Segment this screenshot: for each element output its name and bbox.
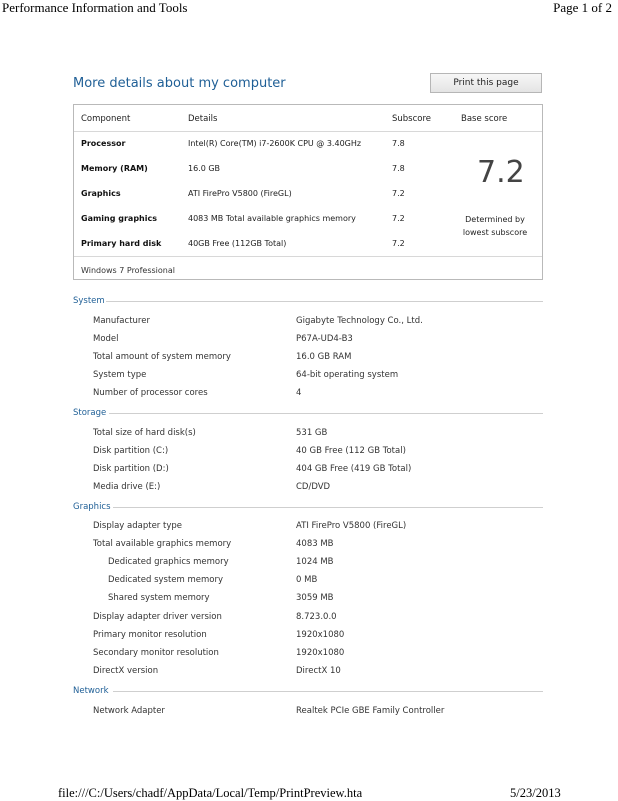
detail-value: 1920x1080 <box>296 630 345 640</box>
score-row-graphics <box>74 189 542 209</box>
section-divider <box>109 413 543 414</box>
score-row-component: Processor <box>81 139 126 148</box>
detail-value: 531 GB <box>296 428 328 438</box>
detail-label: Dedicated graphics memory <box>108 557 229 567</box>
detail-value: 1920x1080 <box>296 648 345 658</box>
detail-value: DirectX 10 <box>296 666 341 676</box>
section-title: Graphics <box>73 502 111 512</box>
section-title: Network <box>73 686 109 696</box>
detail-label: Model <box>93 334 119 344</box>
score-row-details: 16.0 GB <box>188 164 221 173</box>
detail-label: Total size of hard disk(s) <box>93 428 196 438</box>
score-row-subscore: 7.2 <box>392 189 405 198</box>
detail-label: Manufacturer <box>93 316 150 326</box>
section-divider <box>106 301 543 302</box>
detail-label: Media drive (E:) <box>93 482 161 492</box>
detail-label: Network Adapter <box>93 706 165 716</box>
detail-value: Realtek PCIe GBE Family Controller <box>296 706 445 716</box>
detail-value: Gigabyte Technology Co., Ltd. <box>296 316 423 326</box>
detail-label: Dedicated system memory <box>108 575 224 585</box>
section-graphics <box>73 502 543 514</box>
print-footer-date: 5/23/2013 <box>510 786 561 800</box>
detail-value: CD/DVD <box>296 482 331 492</box>
detail-value: ATI FirePro V5800 (FireGL) <box>296 521 407 531</box>
detail-label: Display adapter type <box>93 521 182 531</box>
detail-value: 3059 MB <box>296 593 334 603</box>
detail-value: 1024 MB <box>296 557 334 567</box>
print-header-title: Performance Information and Tools <box>2 0 188 15</box>
section-title: Storage <box>73 408 107 418</box>
detail-value: 16.0 GB RAM <box>296 352 352 362</box>
score-row-details: ATI FirePro V5800 (FireGL) <box>188 189 292 198</box>
page-title: More details about my computer <box>73 76 286 91</box>
section-system <box>73 296 543 308</box>
score-row-component: Memory (RAM) <box>81 164 148 173</box>
print-footer-path: file:///C:/Users/chadf/AppData/Local/Temp/PrintPreview.hta <box>58 786 363 800</box>
header-details: Details <box>188 114 218 124</box>
detail-value: 64-bit operating system <box>296 370 399 380</box>
section-network <box>73 686 543 698</box>
detail-label: Total amount of system memory <box>93 352 231 362</box>
section-storage <box>73 408 543 420</box>
detail-value: 4083 MB <box>296 539 334 549</box>
score-row-subscore: 7.8 <box>392 164 405 173</box>
score-table-header <box>74 105 542 132</box>
detail-label: Display adapter driver version <box>93 612 222 622</box>
score-row-component: Graphics <box>81 189 121 198</box>
score-row-processor <box>74 139 542 159</box>
detail-label: DirectX version <box>93 666 159 676</box>
base-score-note: Determined by lowest subscore <box>462 215 528 237</box>
score-row-component: Gaming graphics <box>81 214 157 223</box>
detail-label: Primary monitor resolution <box>93 630 207 640</box>
section-title: System <box>73 296 105 306</box>
print-page-button[interactable]: Print this page <box>430 73 542 93</box>
score-row-subscore: 7.2 <box>392 214 405 223</box>
score-row-details: 4083 MB Total available graphics memory <box>188 214 356 223</box>
detail-label: Disk partition (D:) <box>93 464 169 474</box>
detail-label: System type <box>93 370 147 380</box>
detail-value: 404 GB Free (419 GB Total) <box>296 464 412 474</box>
detail-value: P67A-UD4-B3 <box>296 334 353 344</box>
detail-label: Disk partition (C:) <box>93 446 169 456</box>
header-base-score: Base score <box>461 114 508 124</box>
section-divider <box>113 507 543 508</box>
detail-label: Total available graphics memory <box>93 539 232 549</box>
detail-value: 8.723.0.0 <box>296 612 337 622</box>
header-subscore: Subscore <box>392 114 432 124</box>
score-row-subscore: 7.8 <box>392 139 405 148</box>
detail-value: 4 <box>296 388 302 398</box>
print-header-page-number: Page 1 of 2 <box>553 0 612 15</box>
detail-label: Number of processor cores <box>93 388 208 398</box>
os-edition: Windows 7 Professional <box>81 266 175 275</box>
detail-label: Secondary monitor resolution <box>93 648 219 658</box>
score-row-component: Primary hard disk <box>81 239 162 248</box>
detail-value: 0 MB <box>296 575 318 585</box>
score-table-footer <box>74 256 542 281</box>
score-row-subscore: 7.2 <box>392 239 405 248</box>
score-row-details: 40GB Free (112GB Total) <box>188 239 287 248</box>
detail-value: 40 GB Free (112 GB Total) <box>296 446 406 456</box>
score-row-details: Intel(R) Core(TM) i7-2600K CPU @ 3.40GHz <box>188 139 362 148</box>
score-row-memory <box>74 164 542 184</box>
header-component: Component <box>81 114 131 124</box>
section-divider <box>113 691 543 692</box>
base-score-value: 7.2 <box>477 155 525 190</box>
score-table <box>73 104 543 280</box>
detail-label: Shared system memory <box>108 593 210 603</box>
